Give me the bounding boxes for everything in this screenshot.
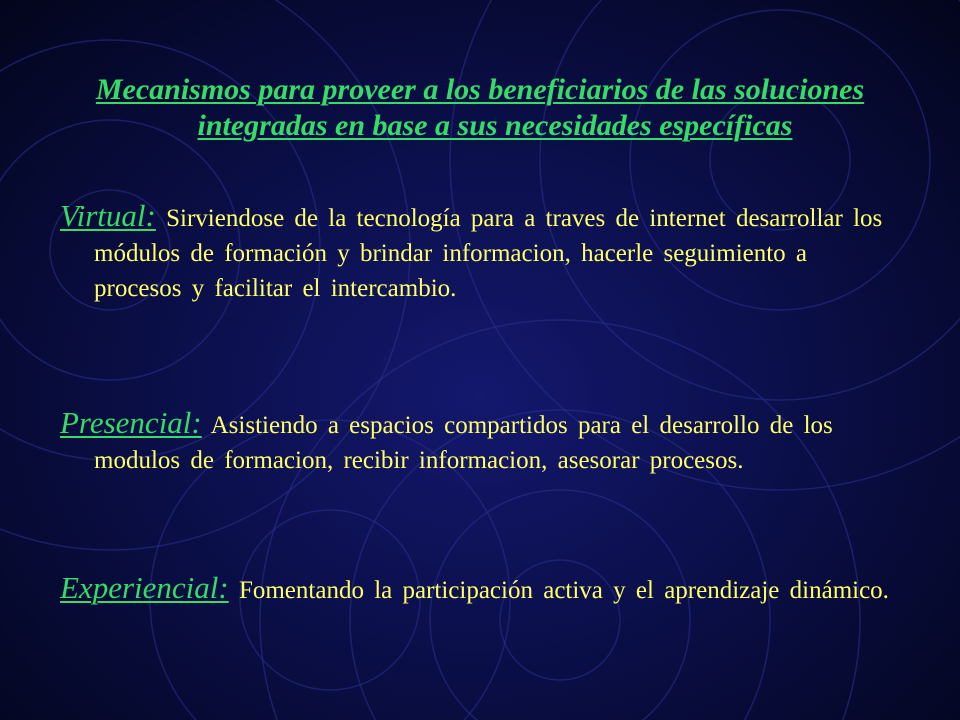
bullet-text-experiencial: Fomentando la participación activa y el aprendizaje dinámico. xyxy=(238,577,889,604)
bullet-term-experiencial: Experiencial: xyxy=(60,570,229,605)
bullet-experiencial xyxy=(60,570,894,608)
bullet-text-presencial: Asistiendo a espacios compartidos para el desarrollo de los modulos de formacion, recibir informacion, asesorar procesos. xyxy=(94,412,833,474)
bullet-term-presencial: Presencial: xyxy=(60,405,202,440)
slide-title: Mecanismos para proveer a los beneficiarios de las soluciones integradas en base a sus necesidades específicas xyxy=(95,73,865,142)
bullet-presencial xyxy=(60,405,894,478)
bullet-virtual xyxy=(60,198,894,306)
bullet-term-virtual: Virtual: xyxy=(60,198,156,233)
bullet-text-virtual: Sirviendose de la tecnología para a traves de internet desarrollar los módulos de formación y brindar informacion, hacerle seguimiento a procesos y facilitar el intercambio. xyxy=(94,205,883,302)
